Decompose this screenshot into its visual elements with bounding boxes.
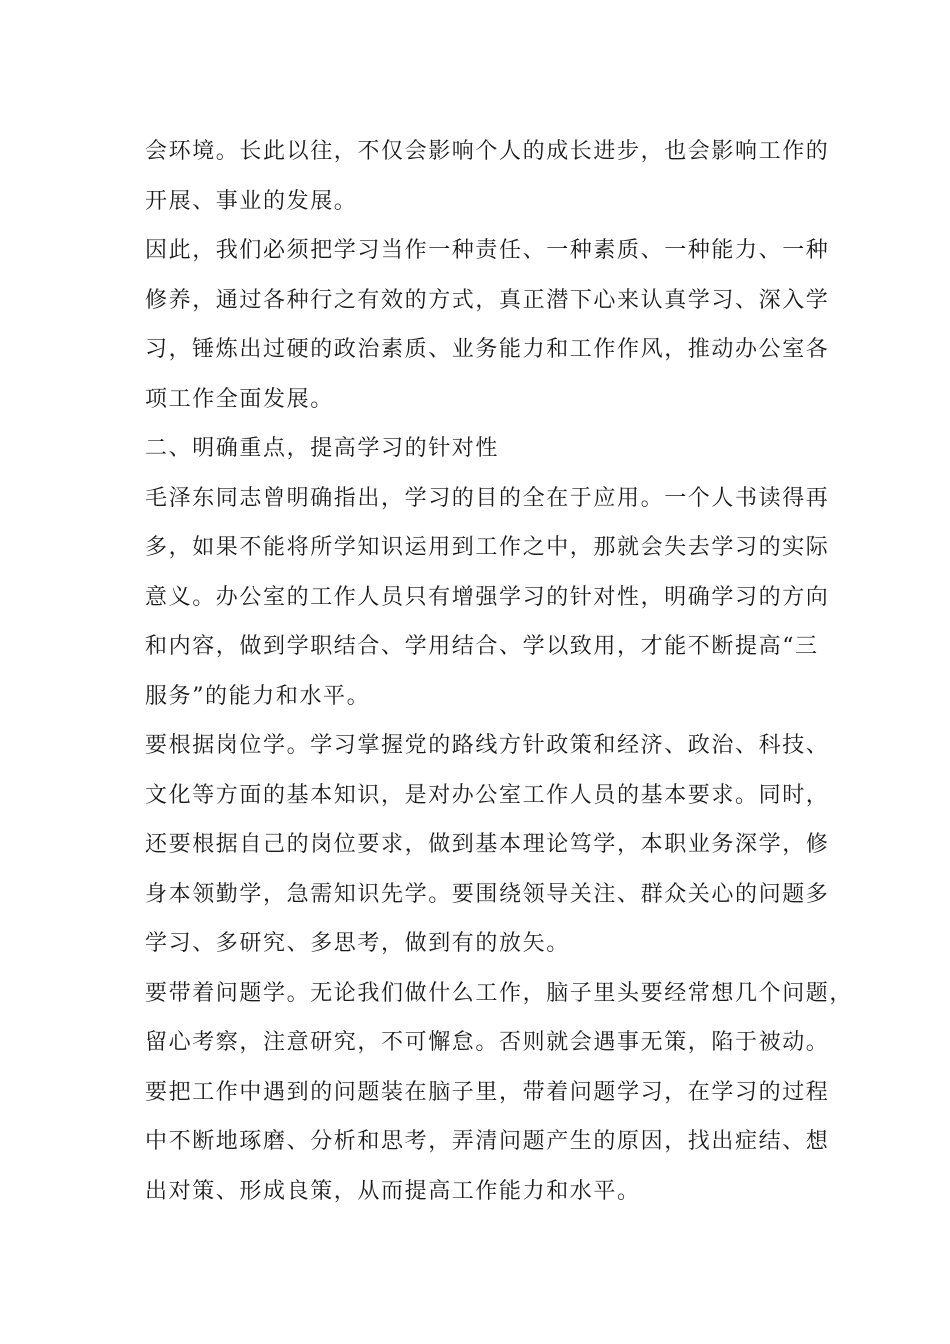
text-line: 文化等方面的基本知识，是对办公室工作人员的基本要求。同时， (145, 782, 830, 808)
text-line: 中不断地琢磨、分析和思考，弄清问题产生的原因，找出症结、想 (145, 1129, 830, 1154)
text-line: 多，如果不能将所学知识运用到工作之中，那就会失去学习的实际 (145, 535, 830, 560)
text-line: 要根据岗位学。学习掌握党的路线方针政策和经济、政治、科技、 (145, 733, 830, 758)
text-line: 出对策、形成良策，从而提高工作能力和水平。 (145, 1178, 641, 1204)
text-line: 因此，我们必须把学习当作一种责任、一种素质、一种能力、一种 (145, 238, 830, 263)
text-line: 服务”的能力和水平。 (145, 683, 371, 709)
text-line: 还要根据自己的岗位要求，做到基本理论笃学，本职业务深学，修 (145, 832, 830, 857)
text-line: 二、明确重点，提高学习的针对性 (145, 436, 500, 461)
text-line: 要带着问题学。无论我们做什么工作，脑子里头要经常想几个问题， (145, 980, 854, 1006)
paragraph (145, 474, 830, 722)
document-body (145, 127, 854, 1216)
paragraph (145, 969, 854, 1217)
paragraph (145, 721, 830, 969)
text-line: 要把工作中遇到的问题装在脑子里，带着问题学习，在学习的过程 (145, 1079, 830, 1105)
text-line: 开展、事业的发展。 (145, 188, 358, 214)
paragraph (145, 127, 830, 226)
text-line: 身本领勤学，急需知识先学。要围绕领导关注、群众关心的问题多 (145, 881, 830, 907)
paragraph (145, 226, 830, 424)
text-line: 学习、多研究、多思考，做到有的放矢。 (145, 931, 570, 956)
text-line: 和内容，做到学职结合、学用结合、学以致用，才能不断提高“三 (145, 634, 819, 659)
text-line: 项工作全面发展。 (145, 386, 334, 412)
text-line: 留心考察，注意研究，不可懈怠。否则就会遇事无策，陷于被动。 (145, 1030, 830, 1055)
text-line: 修养，通过各种行之有效的方式，真正潜下心来认真学习、深入学 (145, 287, 830, 313)
text-line: 毛泽东同志曾明确指出，学习的目的全在于应用。一个人书读得再 (145, 485, 830, 511)
text-line: 意义。办公室的工作人员只有增强学习的针对性，明确学习的方向 (145, 584, 830, 610)
text-line: 习，锤炼出过硬的政治素质、业务能力和工作作风，推动办公室各 (145, 337, 830, 362)
section-heading (145, 424, 807, 474)
text-line: 会环境。长此以往，不仅会影响个人的成长进步，也会影响工作的 (145, 139, 830, 164)
